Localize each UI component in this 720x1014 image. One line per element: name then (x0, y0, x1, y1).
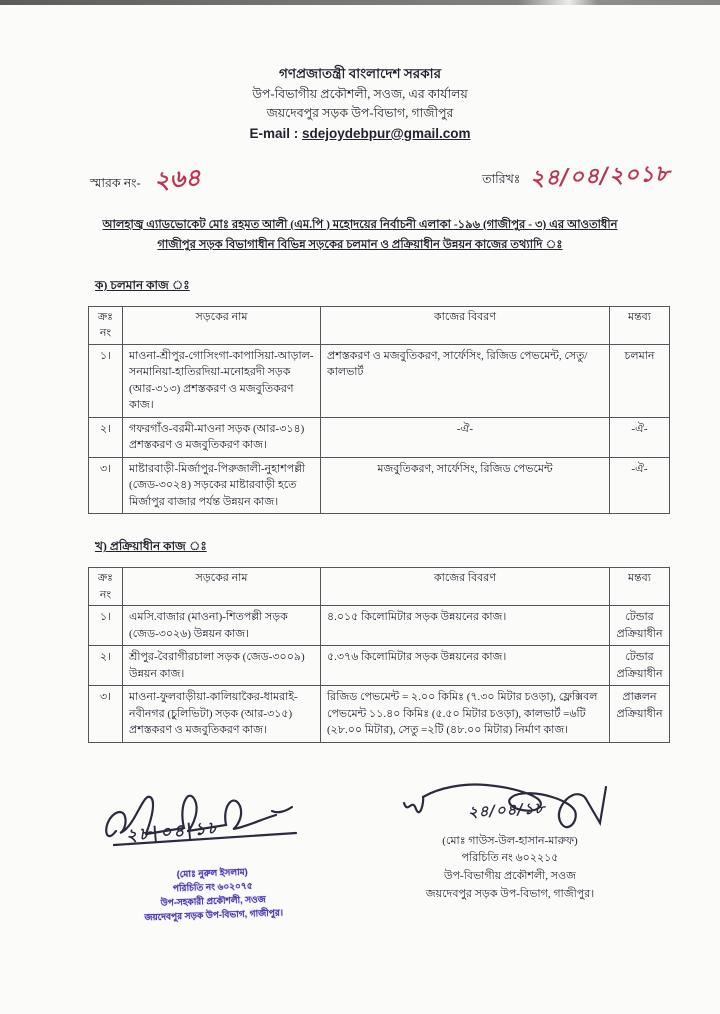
section-b-heading: খ) প্রক্রিয়াধীন কাজ ঃ (95, 539, 207, 554)
signatory-office: জয়দেবপুর সড়ক উপ-বিভাগ, গাজীপুর। (425, 887, 595, 900)
signatory-name: (মোঃ গাউস-উল-হাসান-মারুফ) (442, 834, 578, 847)
remarks-header: মন্তব্য (610, 568, 670, 606)
serial-cell: ১। (89, 344, 123, 417)
date-handwritten: ২৪/০৪/২০১৮ (529, 161, 671, 192)
work-description-header: কাজের বিবরণ (321, 306, 610, 344)
memo-date-group (482, 161, 671, 196)
memo-number-label: স্মারক নং- (90, 175, 141, 190)
subject-line-2: গাজীপুর সড়ক বিভাগাধীন বিভিন্ন সড়কের চলমান ও প্রক্রিয়াধীন উন্নয়ন কাজের তথ্যাদি ঃ (157, 238, 563, 251)
road-name-cell: এমসি.বাজার (মাওনা)-শিতপল্লী সড়ক (জেড-৩০২৬) উন্নয়ন কাজ। (123, 606, 321, 646)
table-row (89, 646, 670, 686)
memo-number-handwritten: ২৬৪ (152, 163, 202, 195)
memo-number-group (90, 163, 202, 201)
road-name-cell: গফরগাঁও-বরমী-মাওনা সড়ক (আর-৩১৪) প্রশস্তকরণ ও মজবুতিকরণ কাজ। (123, 417, 321, 457)
road-name-cell: মাওনা-শ্রীপুর-গোসিংগা-কাপাসিয়া-আড়াল-সনমানিয়া-হাতিরদিয়া-মনোহরদী সড়ক (আর-৩১৩) প্রশস্তকরণ ও মজবুতিকরণ কাজ। (123, 344, 321, 417)
road-name-cell: শ্রীপুর-বৈরাগীরচালা সড়ক (জেড-৩০০৯) উন্নয়ন কাজ। (123, 646, 321, 686)
serial-cell: ২। (89, 417, 123, 457)
right-signature-block (360, 773, 660, 923)
serial-cell: ১। (89, 606, 123, 646)
memo-line (90, 161, 671, 201)
remarks-cell: -ঐ- (610, 417, 670, 457)
table-row (89, 606, 670, 646)
in-process-works-table (88, 567, 670, 743)
email-link: sdejoydebpur@gmail.com (302, 125, 471, 141)
remarks-cell: টেন্ডার প্রক্রিয়াধীন (610, 646, 670, 686)
stamp-name-line: (মোঃ নুরুল ইসলাম) (176, 866, 248, 880)
work-description-cell: প্রশস্তকরণ ও মজবুতিকরণ, সার্ফেসিং, রিজিড পেভমেন্ট, সেতু/কালভার্ট (321, 344, 610, 417)
table-row (89, 344, 670, 417)
work-description-cell: মজবুতিকরণ, সার্ফেসিং, রিজিড পেভমেন্ট (321, 457, 610, 514)
work-description-cell: ৪.০১৫ কিলোমিটার সড়ক উন্নয়নের কাজ। (321, 606, 610, 646)
stamp-title-line: উপ-সহকারী প্রকৌশলী, সওজ (160, 893, 266, 908)
serial-cell: ২। (89, 646, 123, 686)
signature-area (0, 773, 720, 923)
signatory-details (360, 833, 660, 903)
road-name-header: সড়কের নাম (123, 306, 321, 344)
table-row (89, 686, 670, 743)
serial-header: ক্রঃ নং (89, 568, 123, 606)
remarks-cell: চলমান (610, 344, 670, 417)
serial-cell: ৩। (89, 686, 123, 743)
right-signature-date: ২৪/০৪/১৮ (467, 798, 546, 821)
table-row (89, 457, 670, 514)
office-name: উপ-বিভাগীয় প্রকৌশলী, সওজ, এর কার্যালয় (252, 86, 468, 101)
stamp-office-line: জয়দেবপুর সড়ক উপ-বিভাগ, গাজীপুর। (144, 907, 284, 923)
signatory-id: পরিচিতি নং ৬০২২১৫ (461, 852, 559, 865)
work-description-cell: ৫.৩৭৬ কিলোমিটার সড়ক উন্নয়নের কাজ। (321, 646, 610, 686)
scan-top-edge-artifact (0, 0, 720, 5)
email-label: E-mail : (249, 125, 303, 141)
ongoing-works-table (88, 306, 670, 515)
work-description-cell: -ঐ- (321, 417, 610, 457)
stamp-id-line: পরিচিতি নং ৬০২০৭৫ (172, 880, 253, 894)
left-signature-block (100, 773, 330, 923)
table-row (89, 417, 670, 457)
road-name-header: সড়কের নাম (123, 568, 321, 606)
section-a-heading: ক) চলমান কাজ ঃ (95, 277, 190, 292)
email-line (0, 124, 720, 145)
serial-cell: ৩। (89, 457, 123, 514)
road-name-cell: মাষ্টারবাড়ী-মির্জাপুর-পিরুজালী-নুহাশপল্লী (জেড-৩০২৪) সড়কের মাষ্টারবাড়ী হতে মির্জাপুর বাজার পর্যন্ত উন্নয়ন কাজ। (123, 457, 321, 514)
remarks-cell: প্রাক্কলন প্রক্রিয়াধীন (610, 686, 670, 743)
office-location: জয়দেবপুর সড়ক উপ-বিভাগ, গাজীপুর (266, 106, 454, 121)
government-name: গণপ্রজাতন্ত্রী বাংলাদেশ সরকার (278, 66, 442, 81)
letterhead (0, 0, 720, 145)
left-signature-date: ২৮|০৪|১৮ (125, 817, 222, 846)
signatory-title: উপ-বিভাগীয় প্রকৌশলী, সওজ (444, 870, 576, 883)
work-description-cell: রিজিড পেভমেন্ট = ২.০০ কিমিঃ (৭.৩০ মিটার চওড়া), ফ্লেক্সিবল পেভমেন্ট ১১.৪০ কিমিঃ (৫.৫০ মিটার চওড়া), কালভার্ট =৬টি (২৮.০০ মিটার), সেতু =২টি (৪৮.০০ মিটার) নির্মাণ কাজ। (321, 686, 610, 743)
serial-header: ক্রঃ নং (89, 306, 123, 344)
work-description-header: কাজের বিবরণ (321, 568, 610, 606)
subject-line-1: আলহাজ্ব এ্যাডভোকেট মোঃ রহমত আলী (এম.পি ) মহোদয়ের নির্বাচনী এলাকা -১৯৬ (গাজীপুর - ৩) এর আওতাধীন (102, 218, 618, 231)
subject-block (65, 215, 655, 255)
remarks-cell: -ঐ- (610, 457, 670, 514)
table-header-row (89, 568, 670, 606)
engineer-stamp (127, 864, 299, 926)
road-name-cell: মাওনা-ফুলবাড়ীয়া-কালিয়াকৈর-ধামরাই-নবীনগর (চুলিভিটা) সড়ক (আর-৩১৫) প্রশস্তকরণ ও মজবুতিকরণ কাজ। (123, 686, 321, 743)
remarks-cell: টেন্ডার প্রক্রিয়াধীন (610, 606, 670, 646)
date-label: তারিখঃ (482, 171, 521, 186)
remarks-header: মন্তব্য (610, 306, 670, 344)
table-header-row (89, 306, 670, 344)
